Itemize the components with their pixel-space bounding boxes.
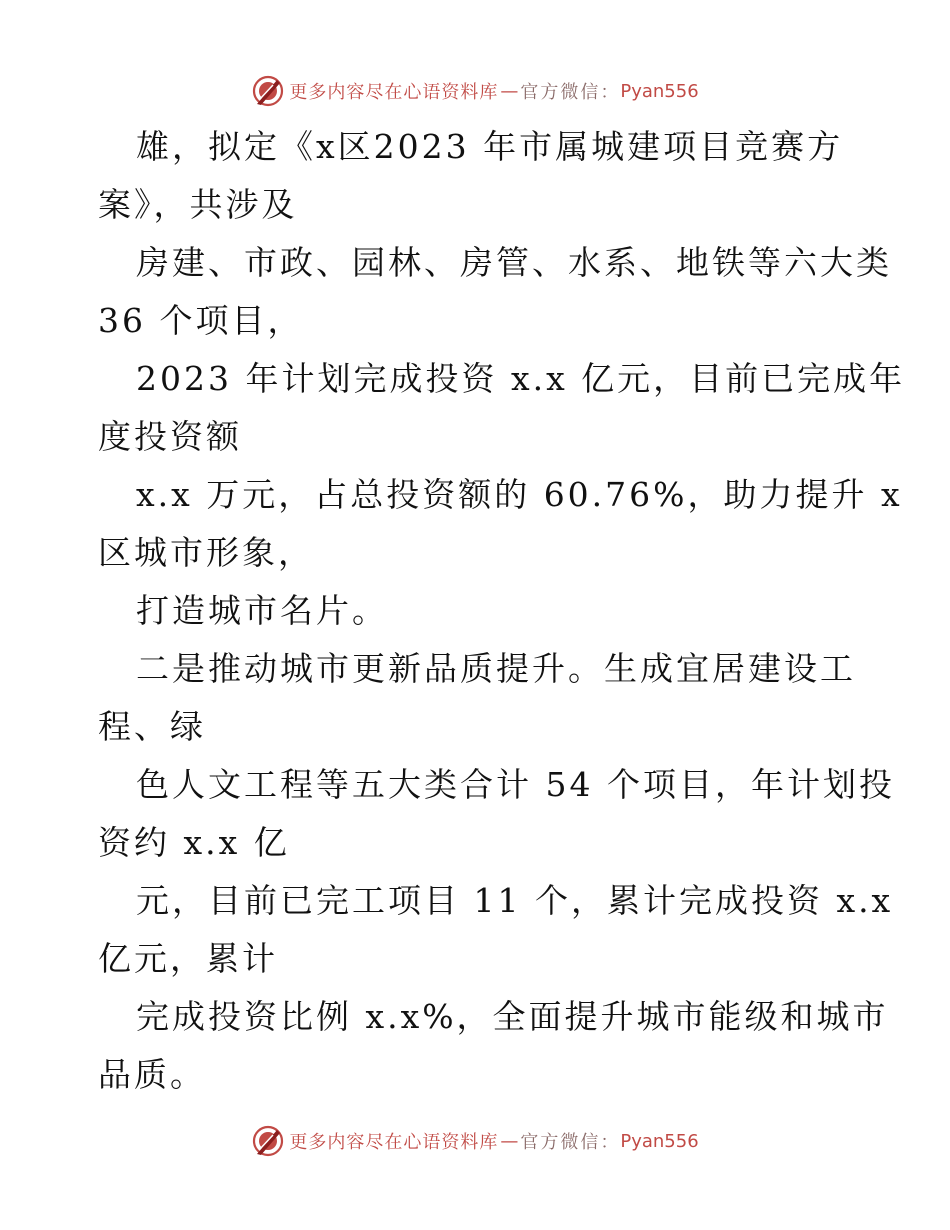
watermark-text: 更多内容尽在心语资料库: [289, 1132, 499, 1153]
paragraph-line: 二是推动城市更新品质提升。生成宜居建设工: [136, 649, 856, 688]
paragraph: [98, 234, 892, 350]
paragraph-line: 雄，拟定《x区2023 年市属城建项目竞赛方: [136, 127, 844, 166]
paragraph: [98, 466, 903, 582]
paragraph-line: 2023 年计划完成投资 x.x 亿元，目前已完成年: [136, 359, 906, 398]
paragraph: [98, 350, 906, 466]
quill-logo-icon: [251, 1124, 285, 1158]
watermark-label: 官方微信：: [520, 1132, 621, 1153]
paragraph-line: 打造城市名片。: [136, 591, 388, 630]
paragraph: [98, 988, 889, 1104]
paragraph: [98, 640, 858, 756]
watermark-id: Pyan556: [620, 80, 699, 102]
watermark-label: 官方微信：: [520, 82, 621, 103]
paragraph-line: 色人文工程等五大类合计 54 个项目，年计划投: [136, 765, 895, 804]
paragraph-line: 资约 x.x 亿: [98, 823, 290, 862]
paragraph-line: 区城市形象，: [98, 533, 314, 572]
quill-logo-icon: [251, 74, 285, 108]
header-watermark: [0, 71, 950, 111]
paragraph-line: 完成投资比例 x.x%，全面提升城市能级和城市: [136, 997, 889, 1036]
paragraph-line: 房建、市政、园林、房管、水系、地铁等六大类: [136, 243, 892, 282]
paragraph-line: 36 个项目，: [98, 301, 304, 340]
paragraph-line: 亿元，累计: [98, 939, 278, 978]
paragraph: [98, 582, 858, 640]
watermark-text: 更多内容尽在心语资料库: [289, 82, 499, 103]
paragraph: [98, 118, 858, 234]
paragraph: [98, 872, 894, 988]
paragraph-line: x.x 万元，占总投资额的 60.76%，助力提升 x: [136, 475, 903, 514]
watermark-dash: —: [500, 80, 519, 102]
paragraph-line: 度投资额: [98, 417, 242, 456]
watermark-dash: —: [500, 1130, 519, 1152]
footer-watermark: [0, 1121, 950, 1161]
paragraph-line: 程、绿: [98, 707, 206, 746]
watermark-id: Pyan556: [620, 1130, 699, 1152]
paragraph-line: 案》，共涉及: [98, 185, 298, 224]
paragraph-line: 元，目前已完工项目 11 个，累计完成投资 x.x: [136, 881, 894, 920]
paragraph-line: 品质。: [98, 1055, 206, 1094]
paragraph: [98, 756, 895, 872]
document-body: [98, 118, 906, 1104]
